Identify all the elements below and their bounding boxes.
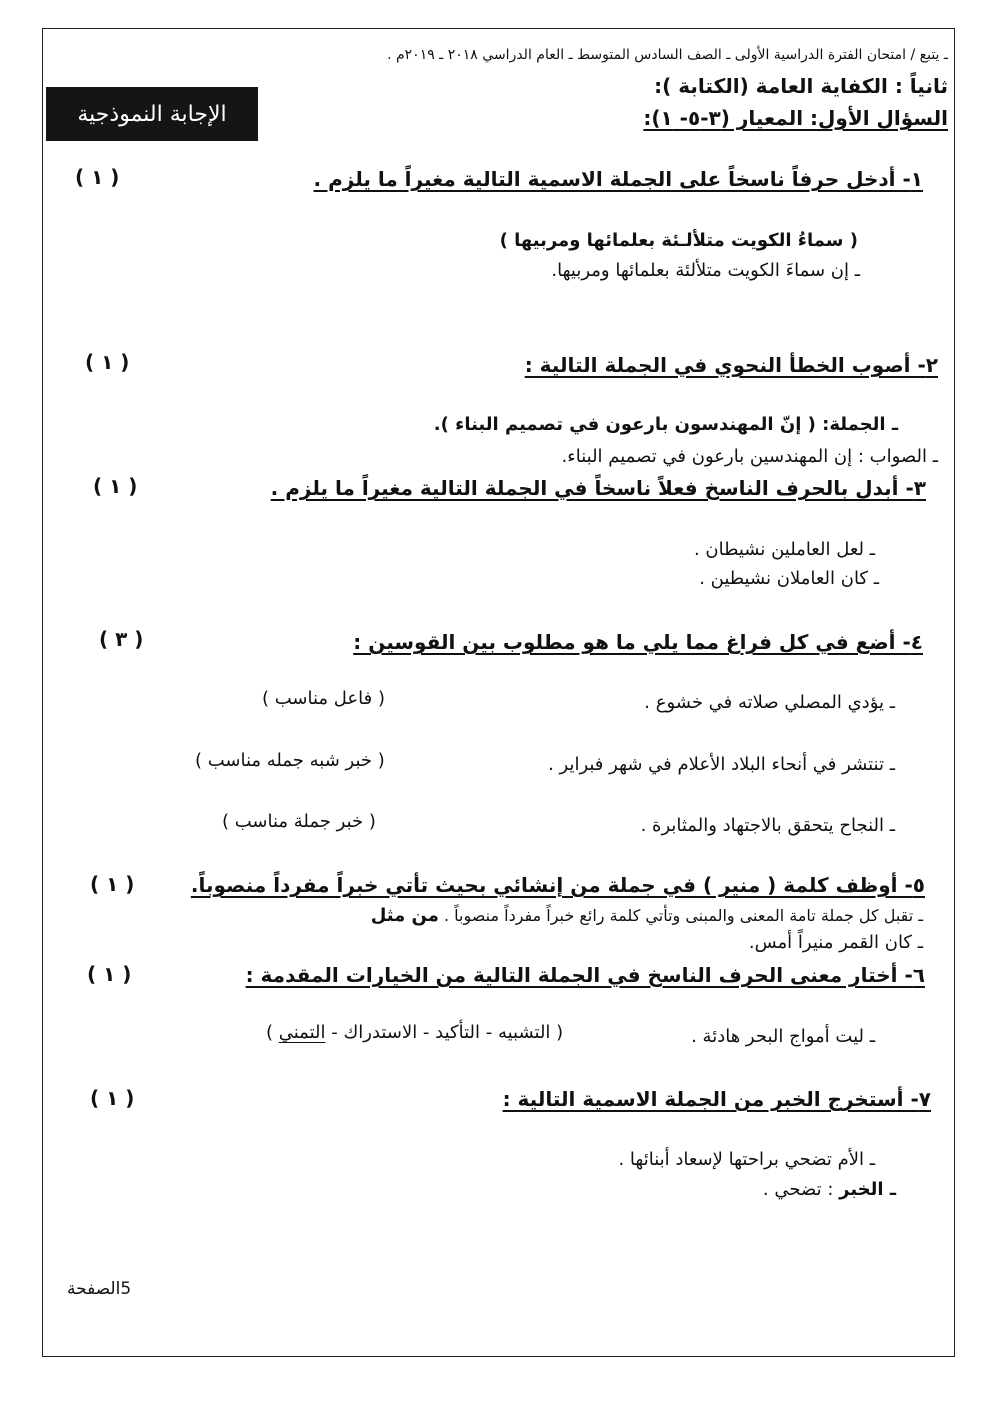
q2-prompt: ٢- أصوب الخطأ النحوي في الجملة التالية :: [524, 353, 938, 377]
q6-mark: ( ١ ): [87, 962, 132, 986]
q4-hint-3: ( خبر جملة مناسب ): [222, 811, 376, 832]
q5-prompt: ٥- أوظف كلمة ( منير ) في جملة من إنشائي بحيث تأتي خبراً مفرداً منصوباً.: [190, 873, 925, 897]
q7-prompt: ٧- أستخرج الخبر من الجملة الاسمية التالية :: [502, 1087, 931, 1111]
q6-options-answer: التمني: [278, 1022, 326, 1043]
q3-mark: ( ١ ): [93, 474, 138, 498]
q6-options-suffix: ): [266, 1022, 279, 1043]
model-answer-badge: الإجابة النموذجية: [46, 87, 258, 141]
q5-answer: ـ كان القمر منيراً أمس.: [748, 932, 923, 953]
q7-mark: ( ١ ): [90, 1086, 135, 1110]
page-number: 5الصفحة: [67, 1279, 132, 1299]
q7-answer-value: : تضحي .: [762, 1179, 840, 1200]
q5-mark: ( ١ ): [90, 872, 135, 896]
q7-answer-label: ـ الخبر: [839, 1179, 896, 1200]
q2-mark: ( ١ ): [85, 350, 130, 374]
q2-sentence: ـ الجملة: ( إنّ المهندسون بارعون في تصميم البناء ).: [433, 414, 898, 435]
q1-prompt-text: ١- أدخل حرفاً ناسخاً على الجملة الاسمية التالية مغيراً ما يلزم .: [313, 167, 923, 191]
q5-note-bold: من مثل: [370, 905, 439, 926]
q6-prompt: ٦- أختار معنى الحرف الناسخ في الجملة التالية من الخيارات المقدمة :: [245, 963, 925, 987]
q6-sentence: ـ ليت أمواج البحر هادئة .: [691, 1026, 875, 1047]
q4-item-1: ـ يؤدي المصلي صلاته في خشوع .: [644, 692, 895, 713]
q4-hint-2: ( خبر شبه جمله مناسب ): [195, 750, 385, 771]
criterion-heading: السؤال الأول: المعيار (٣-٥- ١):: [643, 106, 948, 130]
q6-options: [266, 1022, 563, 1043]
q1-sentence: ( سماءُ الكويت متلألـئة بعلمائها ومربيها ): [499, 230, 858, 251]
q3-prompt: ٣- أبدل بالحرف الناسخ فعلاً ناسخاً في الجملة التالية مغيراً ما يلزم .: [270, 476, 926, 500]
q1-answer: ـ إن سماءَ الكويت متلألئة بعلمائها ومربيها.: [551, 260, 860, 281]
q2-answer: ـ الصواب : إن المهندسين بارعون في تصميم البناء.: [561, 446, 938, 467]
header-top-line: ـ يتبع / امتحان الفترة الدراسية الأولى ـ الصف السادس المتوسط ـ العام الدراسي ٢٠١٨ ـ ٢٠١٩م .: [387, 47, 948, 63]
q4-prompt: ٤- أضع في كل فراغ مما يلي ما هو مطلوب بين القوسين :: [353, 630, 923, 654]
section-title: ثانياً : الكفاية العامة (الكتابة ):: [654, 74, 948, 98]
q3-line-2: ـ كان العاملان نشيطين .: [699, 568, 879, 589]
q7-sentence: ـ الأم تضحي براحتها لإسعاد أبنائها .: [618, 1149, 875, 1170]
q7-answer: [763, 1179, 896, 1200]
q4-item-2: ـ تنتشر في أنحاء البلاد الأعلام في شهر فبراير .: [548, 754, 895, 775]
q4-item-3: ـ النجاح يتحقق بالاجتهاد والمثابرة .: [640, 815, 895, 836]
q1-mark: ( ١ ): [75, 165, 120, 189]
q5-note: [371, 905, 923, 926]
q4-mark: ( ٣ ): [99, 627, 144, 651]
q5-note-text: ـ تقبل كل جملة تامة المعنى والمبنى وتأتي كلمة رائع خبراً مفرداً منصوباً .: [444, 906, 923, 925]
q6-options-prefix: ( التشبيه - التأكيد - الاستدراك -: [325, 1022, 564, 1043]
q3-line-1: ـ لعل العاملين نشيطان .: [693, 539, 875, 560]
q4-hint-1: ( فاعل مناسب ): [262, 688, 385, 709]
q1-prompt: [314, 167, 923, 191]
